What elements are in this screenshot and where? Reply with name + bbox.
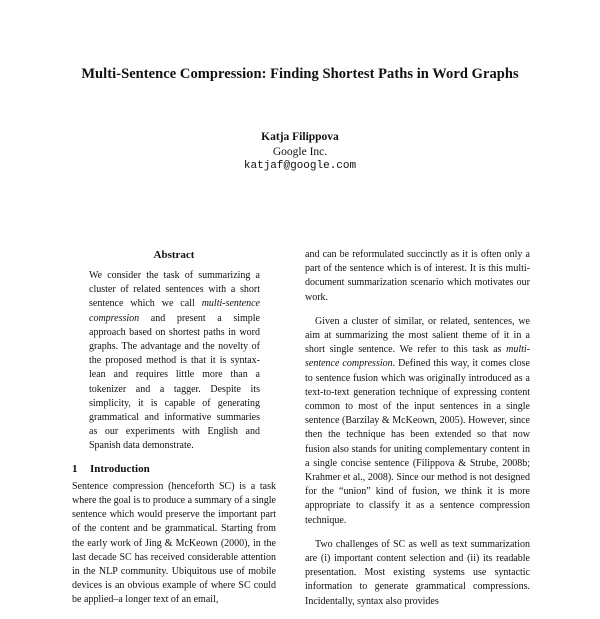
author-email: katjaf@google.com xyxy=(243,160,357,172)
introduction-paragraph-1: Sentence compression (henceforth SC) is a task where the goal is to produce a summary of a single sentence which would preserve the important part of the content and be grammatical. Starting from the early work of Jing & McKeown (2000), in the last decade SC has received considerable attention in the NLP community. Ubiquitous use of mobile devices is an obvious example of where SC could be applied–a longer text of an email, xyxy=(72,480,276,606)
section-number: 1 xyxy=(72,462,78,475)
right-paragraph-2 xyxy=(305,315,530,528)
paragraph-emphasis: multi-sentence compression xyxy=(305,344,530,370)
left-column xyxy=(72,248,276,618)
abstract-emphasis: multi-sentence compression xyxy=(89,298,260,324)
right-paragraph-3: Two challenges of SC as well as text summarization are (i) important content selection and (ii) its readable presentation. Most existing systems use syntactic information to generate grammatical compressions. Incidentally, syntax also provides xyxy=(305,538,530,607)
paragraph-text-part: . Defined this way, it comes close to sentence fusion which was originally introduced as a text-to-text generation technique of expressing content common to most of the input sentences in a single sentence (Barzilay & McKeown, 2005). However, since then the technique has been extended so that now fusion also stands for uniting complementary content in a single concise sentence (Filippova & Strube, 2008b; Krahmer et al., 2008). Since our method is not designed for the “union” kind of fusion, we think it is more appropriate to classify it as a sentence compression technique. xyxy=(305,358,530,526)
section-title: Introduction xyxy=(90,462,150,475)
paragraph-text-part: Given a cluster of similar, or related, sentences, we aim at summarizing the most salient theme of it in a short single sentence. We refer to this task as xyxy=(305,315,530,356)
abstract-text-part: and present a simple approach based on shortest paths in word graphs. The advantage and the novelty of the proposed method is that it is syntax-lean and requires little more than a tokenizer and a tagger. Despite its simplicity, it is capable of generating grammatical and informative summaries as our experiments with English and Spanish data demonstrate. xyxy=(89,312,260,452)
abstract-text-part: We consider the task of summarizing a cluster of related sentences with a short sentence which we call xyxy=(89,270,260,310)
author-name: Katja Filippova xyxy=(261,131,339,143)
paper-title: Multi-Sentence Compression: Finding Shortest Paths in Word Graphs xyxy=(81,66,519,82)
abstract-heading: Abstract xyxy=(153,249,195,261)
right-paragraph-1: and can be reformulated succinctly as it is often only a part of the sentence which is of interest. It is this multi-document summarization scenario which motivates our work. xyxy=(305,249,530,303)
abstract-text xyxy=(89,269,260,454)
section-heading-introduction xyxy=(72,462,276,476)
author-affiliation: Google Inc. xyxy=(272,145,328,158)
right-column xyxy=(305,248,530,619)
author-block xyxy=(0,130,600,174)
